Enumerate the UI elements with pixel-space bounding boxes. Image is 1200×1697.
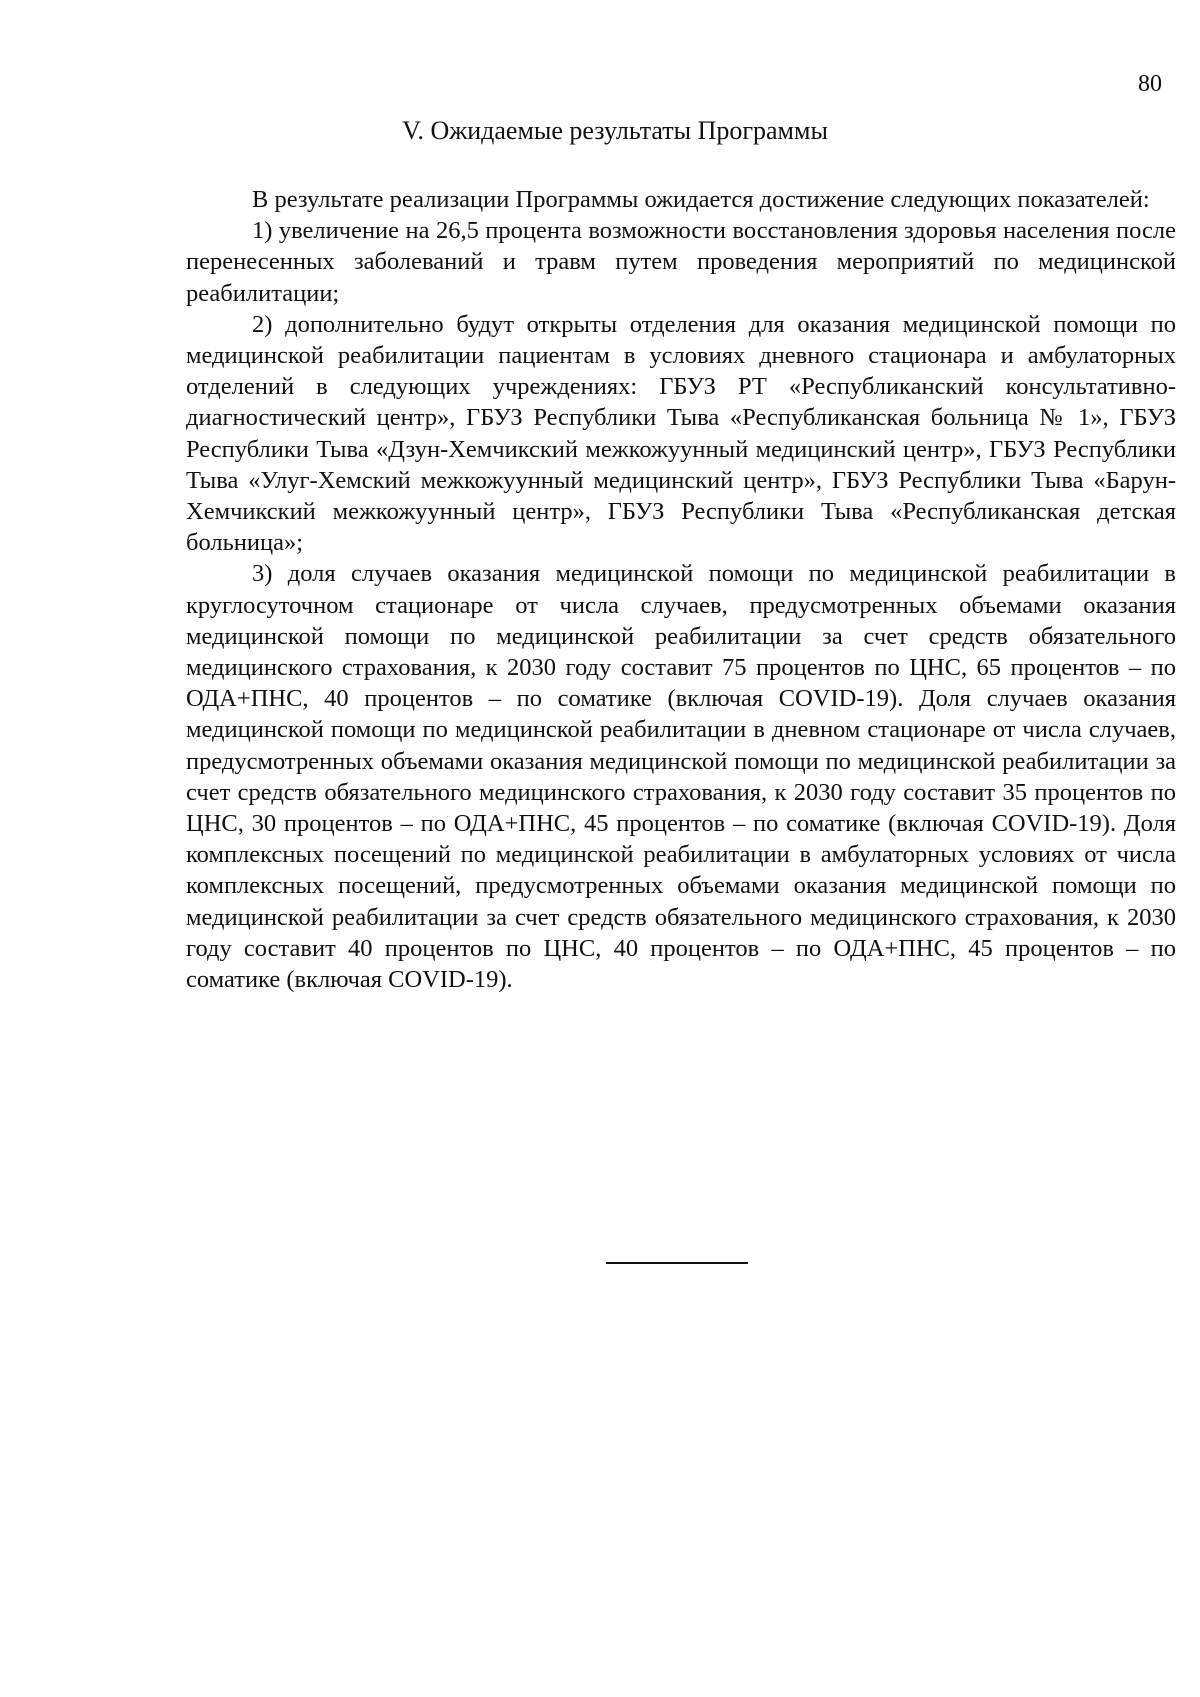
indicator-paragraph-1: 1) увеличение на 26,5 процента возможности восстановления здоровья населения после перенесенных заболеваний и травм путем проведения мероприятий по медицинской реабилитации; [186, 217, 1176, 307]
body-text [186, 184, 1176, 995]
indicator-paragraph-2: 2) дополнительно будут открыты отделения для оказания медицинской помощи по медицинской реабилитации пациентам в условиях дневного стационара и амбулаторных отделений в следующих учреждениях: ГБУЗ РТ «Республиканский консультативно-диагностический центр», ГБУЗ Республики Тыва «Республиканская больница № 1», ГБУЗ Республики Тыва «Дзун-Хемчикский межкожуунный медицинский центр», ГБУЗ Республики Тыва «Улуг-Хемский межкожуунный медицинский центр», ГБУЗ Республики Тыва «Барун-Хемчикский межкожуунный центр», ГБУЗ Республики Тыва «Республиканская детская больница»; [186, 310, 1176, 557]
section-title: V. Ожидаемые результаты Программы [402, 116, 828, 145]
end-rule-divider [606, 1262, 748, 1264]
indicator-paragraph-3: 3) доля случаев оказания медицинской помощи по медицинской реабилитации в круглосуточном стационаре от числа случаев, предусмотренных объемами оказания медицинской помощи по медицинской реабилитации за счет средств обязательного медицинского страхования, к 2030 году составит 75 процентов по ЦНС, 65 процентов – по ОДА+ПНС, 40 процентов – по соматике (включая COVID-19). Доля случаев оказания медицинской помощи по медицинской реабилитации в дневном стационаре от числа случаев, предусмотренных объемами оказания медицинской помощи по медицинской реабилитации за счет средств обязательного медицинского страхования, к 2030 году составит 35 процентов по ЦНС, 30 процентов – по ОДА+ПНС, 45 процентов – по соматике (включая COVID-19). Доля комплексных посещений по медицинской реабилитации в амбулаторных условиях от числа комплексных посещений, предусмотренных объемами оказания медицинской помощи по медицинской реабилитации за счет средств обязательного медицинского страхования, к 2030 году составит 40 процентов по ЦНС, 40 процентов – по ОДА+ПНС, 45 процентов – по соматике (включая COVID-19). [186, 560, 1176, 994]
page-number: 80 [1138, 71, 1162, 97]
intro-paragraph: В результате реализации Программы ожидается достижение следующих показателей: [252, 186, 1150, 213]
